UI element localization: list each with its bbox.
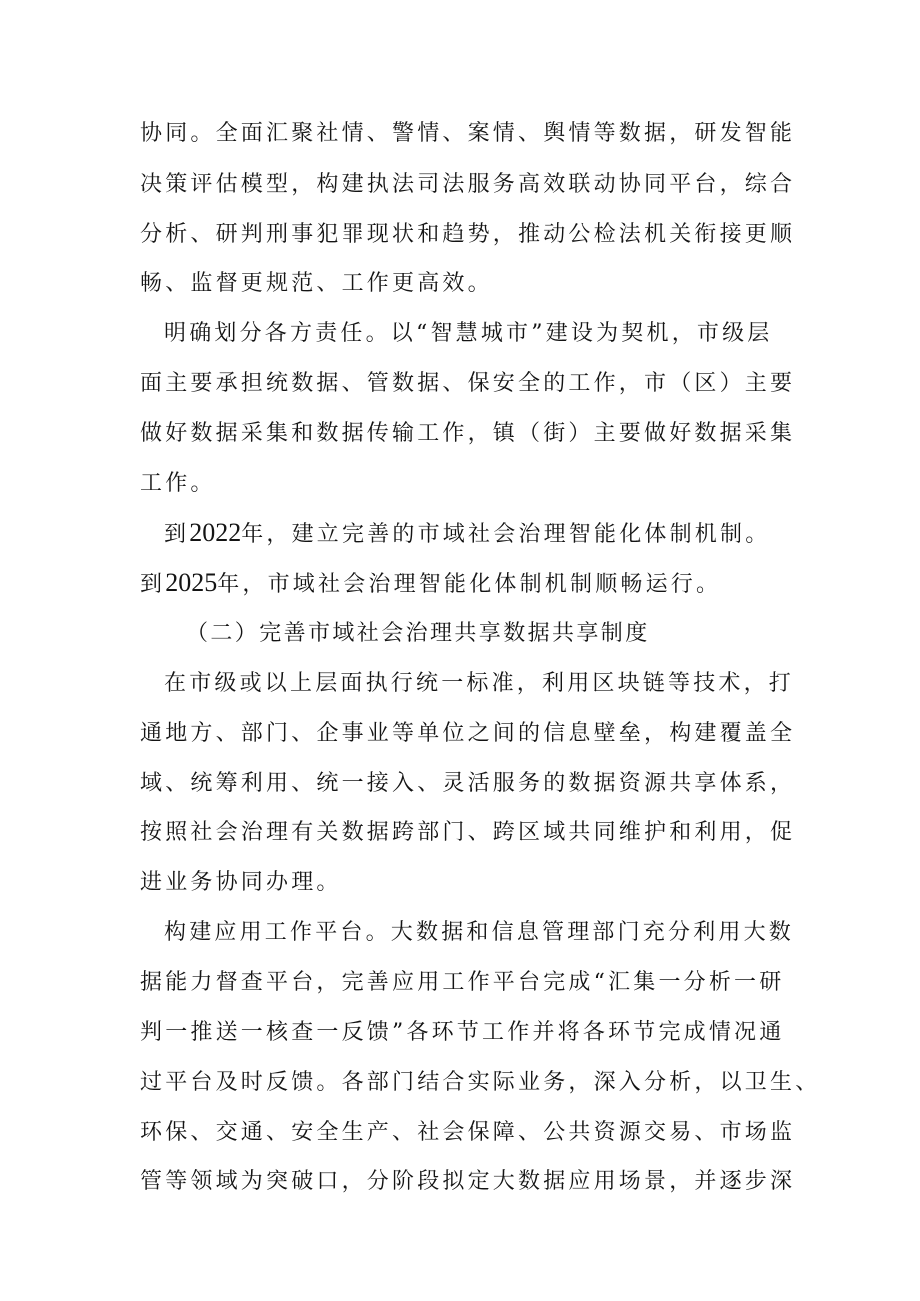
paragraph-line: 按照社会治理有关数据跨部门、跨区域共同维护和利用，促 <box>140 820 796 845</box>
paragraph-line: 面主要承担统数据、管数据、保安全的工作，市（区）主要 <box>140 371 796 396</box>
paragraph-line: 判一推送一核查一反馈”各环节工作并将各环节完成情况通 <box>140 1020 785 1045</box>
line-text: 年，市域社会治理智能化体制机制顺畅运行。 <box>217 572 722 597</box>
paragraph-line: 管等领域为突破口，分阶段拟定大数据应用场景，并逐步深 <box>140 1169 796 1194</box>
paragraph-line <box>140 569 721 599</box>
section-heading: （二）完善市域社会治理共享数据共享制度 <box>186 621 650 646</box>
line-text: 到 <box>164 522 190 547</box>
paragraph-line: 工作。 <box>140 471 216 496</box>
paragraph-line: 构建应用工作平台。大数据和信息管理部门充分利用大数 <box>164 920 795 945</box>
paragraph-line: 域、统筹利用、统一接入、灵活服务的数据资源共享体系， <box>140 771 796 796</box>
paragraph-line: 畅、监督更规范、工作更高效。 <box>140 271 493 296</box>
paragraph-line: 通地方、部门、企事业等单位之间的信息壁垒，构建覆盖全 <box>140 721 796 746</box>
paragraph-line: 在市级或以上层面执行统一标准，利用区块链等技术，打 <box>164 671 795 696</box>
paragraph-line <box>164 519 770 549</box>
year-number: 2025 <box>165 568 218 597</box>
paragraph-line: 决策评估模型，构建执法司法服务高效联动协同平台，综合 <box>140 172 796 197</box>
line-text: 到 <box>140 572 166 597</box>
paragraph-line: 据能力督查平台，完善应用工作平台完成“汇集一分析一研 <box>140 970 785 995</box>
paragraph-line: 明确划分各方责任。以“智慧城市”建设为契机，市级层 <box>164 321 773 346</box>
line-text: 年，建立完善的市域社会治理智能化体制机制。 <box>241 522 771 547</box>
paragraph-line: 分析、研判刑事犯罪现状和趋势，推动公检法机关衔接更顺 <box>140 222 796 247</box>
paragraph-line: 过平台及时反馈。各部门结合实际业务，深入分析，以卫生、 <box>140 1070 821 1095</box>
paragraph-line: 进业务协同办理。 <box>140 870 342 895</box>
paragraph-line: 做好数据采集和数据传输工作，镇（街）主要做好数据采集 <box>140 421 796 446</box>
paragraph-line: 协同。全面汇聚社情、警情、案情、舆情等数据，研发智能 <box>140 121 796 146</box>
paragraph-line: 环保、交通、安全生产、社会保障、公共资源交易、市场监 <box>140 1120 796 1145</box>
year-number: 2022 <box>189 518 242 547</box>
